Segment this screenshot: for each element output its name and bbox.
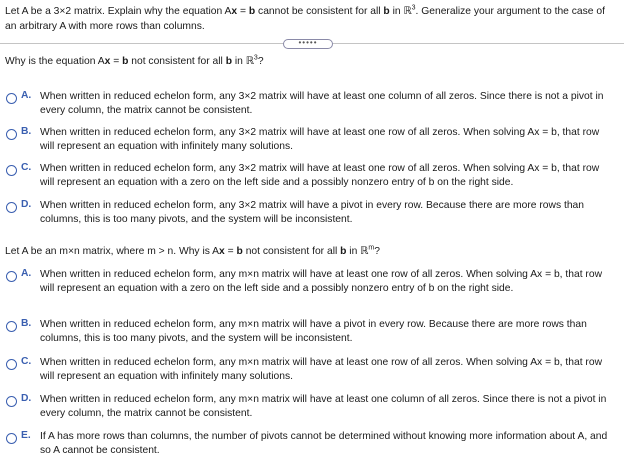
radio-button[interactable]	[6, 129, 17, 140]
radio-button[interactable]	[6, 165, 17, 176]
option-text: When written in reduced echelon form, any 3×2 matrix will have at least one row of all zeros. When solving Ax = b, that row will represent an equation with a zero on the left side and a possibly nonzero entry of b on the right side.	[40, 163, 600, 188]
option-letter: B.	[21, 318, 32, 329]
option-text: If A has more rows than columns, the number of pivots cannot be determined without knowing more information about A, and so A cannot be consistent.	[40, 431, 608, 456]
radio-button[interactable]	[6, 359, 17, 370]
option-letter: A.	[21, 90, 32, 101]
option-letter: C.	[21, 162, 32, 173]
radio-button[interactable]	[6, 396, 17, 407]
option-text: When written in reduced echelon form, any 3×2 matrix will have at least one column of all zeros. Since there is not a pivot in every column, the matrix cannot be consistent.	[40, 91, 604, 116]
problem-statement: Let A be a 3×2 matrix. Explain why the equation Ax = b cannot be consistent for all b in ℝ$^3$. Generalize your argument to the case of an arbitrary A with more rows than columns.	[5, 4, 605, 32]
expand-ellipsis-button[interactable]: •••••	[283, 39, 333, 49]
option-text: When written in reduced echelon form, any m×n matrix will have a pivot in every row. Because there are more rows than columns, this is too many pivots, and the system will be inconsistent.	[40, 319, 587, 344]
option-letter: D.	[21, 393, 32, 404]
option-letter: B.	[21, 126, 32, 137]
option-text: When written in reduced echelon form, any m×n matrix will have at least one row of all zeros. When solving Ax = b, that row will represent an equation with a zero on the left side and a possibly nonzero entry of b on the right side.	[40, 269, 603, 294]
radio-button[interactable]	[6, 433, 17, 444]
option-letter: C.	[21, 356, 32, 367]
option-letter: E.	[21, 430, 31, 441]
radio-button[interactable]	[6, 202, 17, 213]
question-1-prompt: Why is the equation Ax = b not consistent for all b in ℝ$^3$?	[5, 54, 264, 67]
option-text: When written in reduced echelon form, any m×n matrix will have at least one row of all zeros. When solving Ax = b, that row will represent an equation with infinitely many solutions.	[40, 357, 603, 382]
option-text: When written in reduced echelon form, any 3×2 matrix will have at least one row of all zeros. When solving Ax = b, that row will represent an equation with infinitely many solutions.	[40, 127, 600, 152]
option-text: When written in reduced echelon form, any m×n matrix will have at least one column of all zeros. Since there is not a pivot in every column, the matrix cannot be consistent.	[40, 394, 607, 419]
radio-button[interactable]	[6, 271, 17, 282]
option-letter: D.	[21, 199, 32, 210]
radio-button[interactable]	[6, 93, 17, 104]
radio-button[interactable]	[6, 321, 17, 332]
option-text: When written in reduced echelon form, any 3×2 matrix will have a pivot in every row. Because there are more rows than columns, this is too many pivots, and the system will be inconsistent.	[40, 200, 584, 225]
question-2-prompt: Let A be an m×n matrix, where m > n. Why is Ax = b not consistent for all b in ℝ$^m$?	[5, 244, 380, 257]
option-letter: A.	[21, 268, 32, 279]
